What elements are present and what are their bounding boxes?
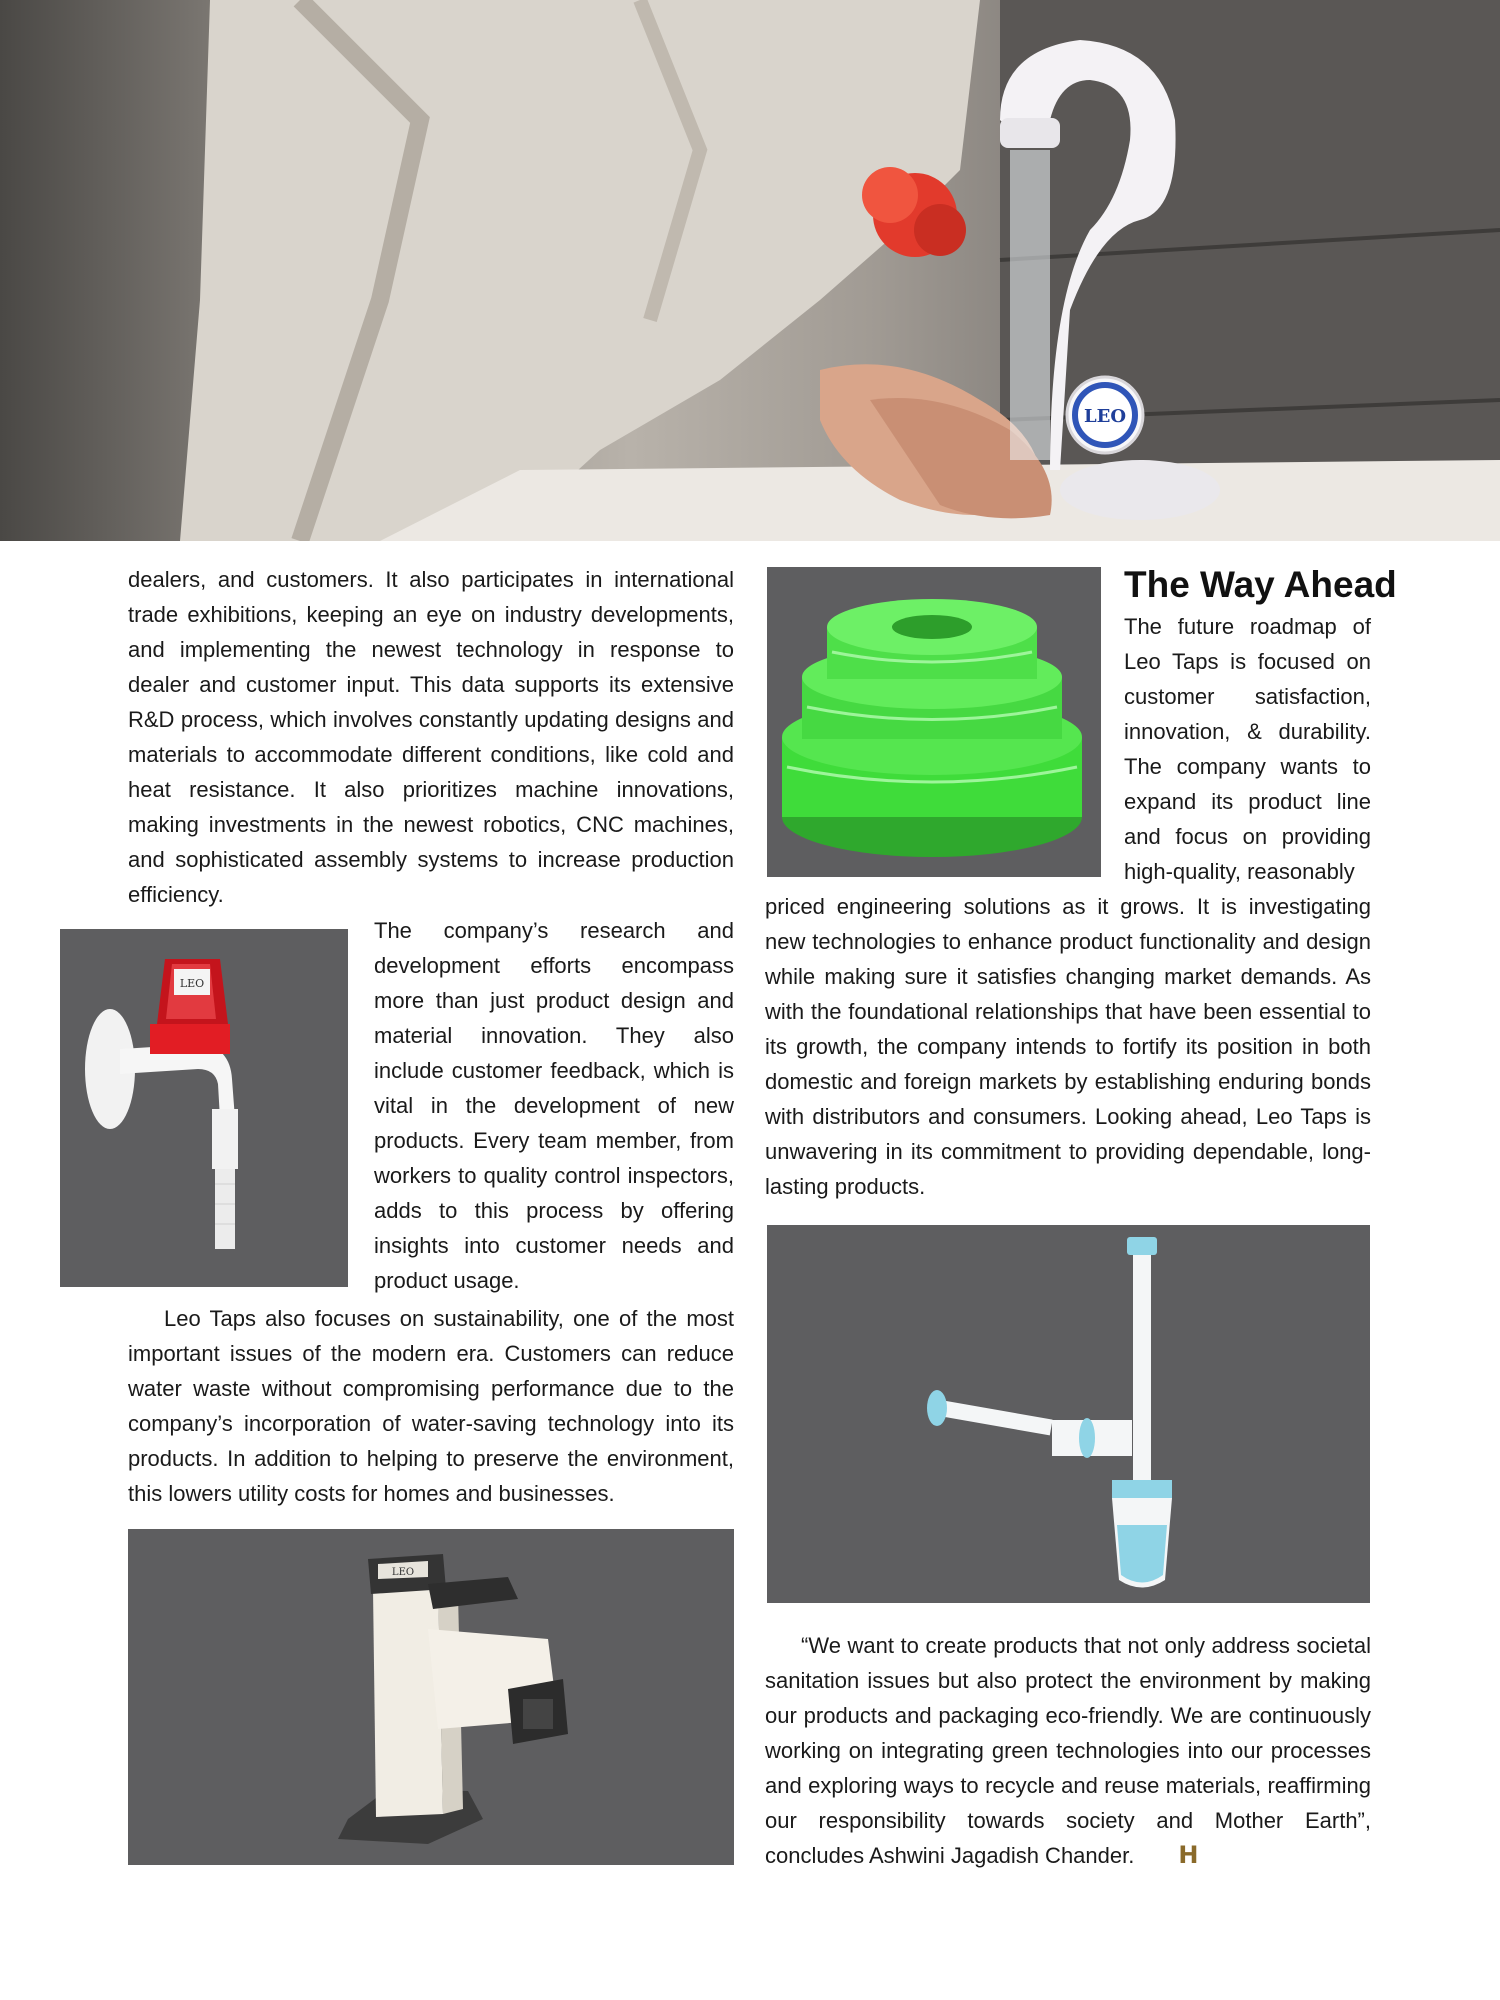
pillar-tap-illustration [128,1529,734,1865]
closing-quote [765,1628,1371,1873]
sustainability-paragraph: Leo Taps also focuses on sustainability, one of the most important issues of the modern era. Customers can reduce water waste without compromising performance due to the company’s incorporation of water-saving technology into its products. In addition to helping to preserve the environment, this lowers utility costs for homes and businesses. [128,1306,734,1506]
pillar-tap-label: LEO [391,1567,415,1578]
way-ahead-paragraph: The future roadmap of Leo Taps is focused on customer satisfaction, innovation, & durability. The company wants to expand its product line and focus on providing high-quality, reasonably [1124,614,1371,884]
section-heading: The Way Ahead [1124,564,1397,605]
hero-tap-brand: LEO [1083,406,1127,427]
hose-photo [767,567,1101,877]
way-ahead-continued-paragraph: priced engineering solutions as it grows. It is investigating new technologies to enhance product functionality and design while making sure it satisfies changing market demands. As with the foundational relationships that have been essential to its growth, the company intends to fortify its position in both domestic and foreign markets by establishing enduring bonds with distributors and consumers. Looking ahead, Leo Taps is unwavering in its commitment to providing dependable, long-lasting products. [765,894,1371,1199]
hero-illustration [0,0,1500,541]
bottle-trap-photo [767,1225,1370,1603]
bottle-trap-illustration [767,1225,1370,1603]
end-mark: H [1178,1841,1199,1869]
quote-text: “We want to create products that not only address societal sanitation issues but also protect the environment by making our products and packaging eco-friendly. We are continuously working on integrating green technologies into our processes and exploring ways to recycle and reuse materials, reaffirming our responsibility towards society and Mother Earth”, concludes Ashwini Jagadish Chander. [765,1633,1371,1868]
rnd-paragraph: The company’s research and development efforts encompass more than just product design and material innovation. They also include customer feedback, which is vital in the development of new products. Every team member, from workers to quality control inspectors, adds to this process by offering insights into customer needs and product usage. [374,918,734,1293]
wall-tap-illustration [60,929,348,1287]
wall-tap-label: LEO [179,977,205,990]
hose-illustration [767,567,1101,877]
intro-paragraph: dealers, and customers. It also participates in international trade exhibitions, keeping an eye on industry developments, and implementing the newest technology in response to dealer and customer input. This data supports its extensive R&D process, which involves constantly updating designs and materials to accommodate different conditions, like cold and heat resistance. It also prioritizes machine innovations, making investments in the newest robotics, CNC machines, and sophisticated assembly systems to increase production efficiency. [128,567,734,907]
pillar-tap-photo [128,1529,734,1865]
wall-tap-photo [60,929,348,1287]
hero-photo [0,0,1500,541]
